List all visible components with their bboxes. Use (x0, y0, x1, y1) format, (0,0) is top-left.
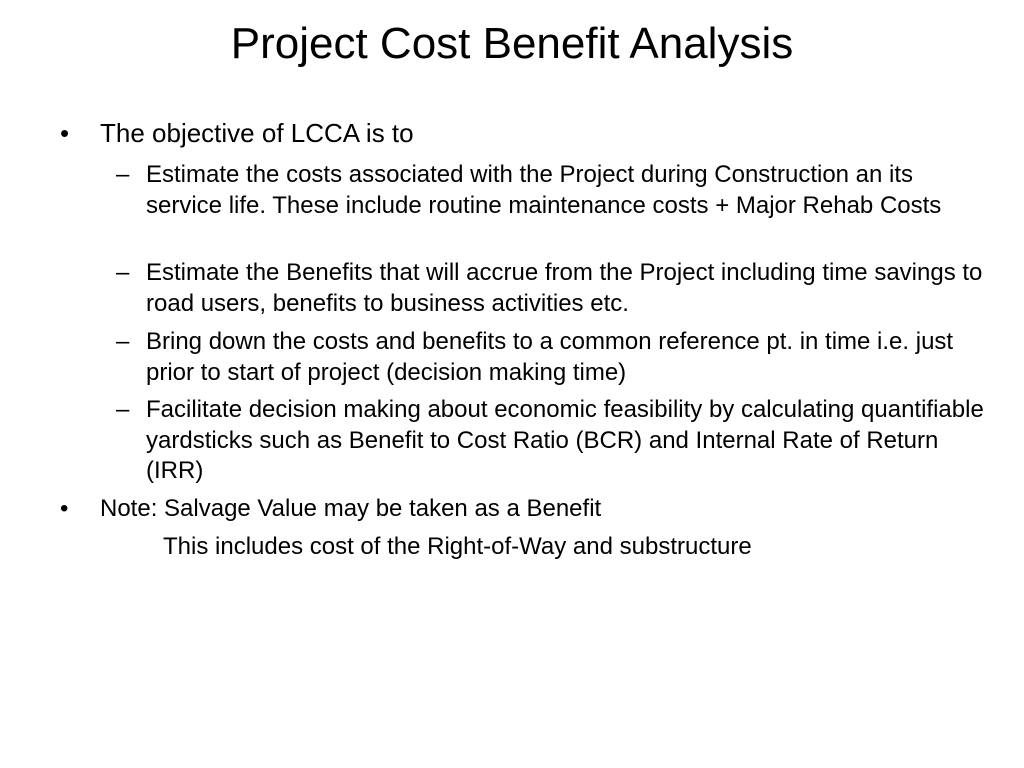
bullet-marker: • (60, 495, 69, 522)
bullet-marker: • (60, 118, 70, 148)
sub-marker: – (116, 161, 130, 188)
sub-item-text: Estimate the costs associated with the Project during Construction an its service life. These include routine maintenance costs + Major Rehab Costs (146, 161, 942, 219)
sub-item-decision-making (112, 395, 992, 487)
sub-marker: – (116, 396, 130, 423)
bullet-text: Note: Salvage Value may be taken as a Benefit (100, 495, 602, 522)
sub-marker: – (116, 259, 130, 286)
bullet-text: The objective of LCCA is to (100, 118, 414, 148)
sub-item-text: Estimate the Benefits that will accrue from the Project including time savings to road users, benefits to business activities etc. (146, 259, 983, 317)
sub-item-text: Bring down the costs and benefits to a common reference pt. in time i.e. just prior to start of project (decision making time) (146, 328, 954, 386)
sub-item-text: Facilitate decision making about economic feasibility by calculating quantifiable yardsticks such as Benefit to Cost Ratio (BCR) and Internal Rate of Return (IRR) (146, 396, 984, 484)
sub-marker: – (116, 328, 130, 355)
slide-title: Project Cost Benefit Analysis (230, 19, 794, 68)
sub-item-estimate-costs (112, 160, 992, 221)
sub-item-reference-point (112, 327, 992, 388)
note-continuation: This includes cost of the Right-of-Way and substructure (163, 533, 752, 560)
sub-item-estimate-benefits (112, 258, 992, 319)
